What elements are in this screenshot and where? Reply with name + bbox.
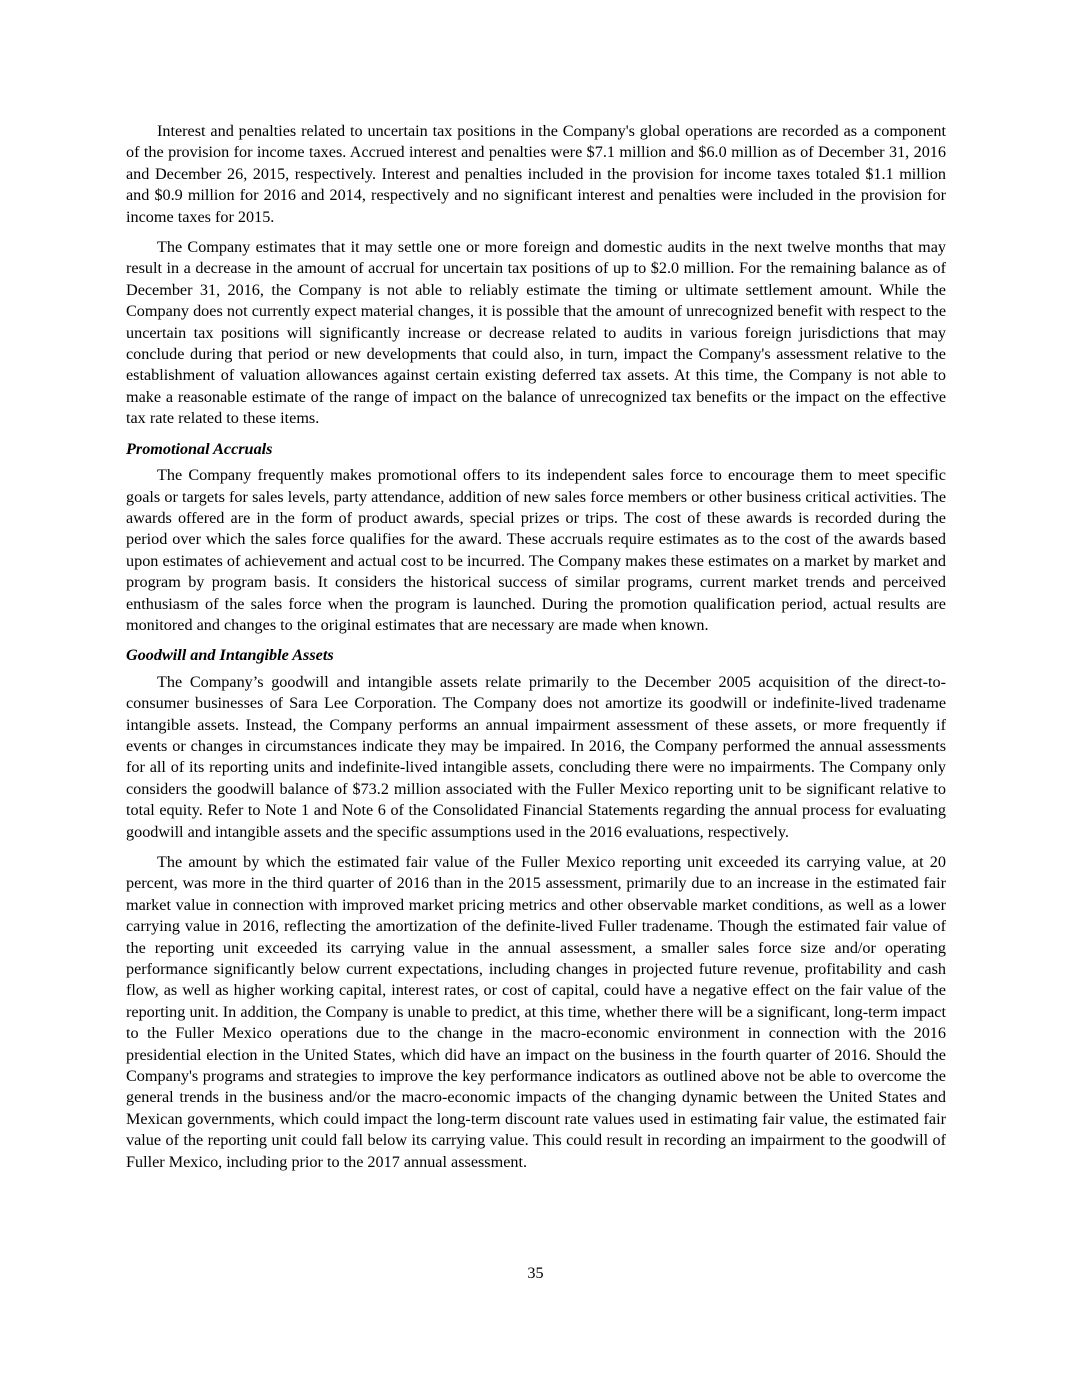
paragraph-promotional-accruals: The Company frequently makes promotional offers to its independent sales force to encourage them to meet specific goals or targets for sales levels, party attendance, addition of new sales force members or other business critical activities. The awards offered are in the form of product awards, special prizes or trips. The cost of these awards is recorded during the period over which the sales force qualifies for the award. These accruals require estimates as to the cost of the awards based upon estimates of achievement and actual cost to be incurred. The Company makes these estimates on a market by market and program by program basis. It considers the historical success of similar programs, current market trends and perceived enthusiasm of the sales force when the program is launched. During the promotion qualification period, actual results are monitored and changes to the original estimates that are necessary are made when known.: [126, 466, 946, 634]
section-heading-promotional-accruals: Promotional Accruals: [126, 439, 273, 458]
paragraph-audit-settlement: The Company estimates that it may settle one or more foreign and domestic audits in the next twelve months that may result in a decrease in the amount of accrual for uncertain tax positions of up to $2.0 million. For the remaining balance as of December 31, 2016, the Company is not able to reliably estimate the timing or ultimate settlement amount. While the Company does not currently expect material changes, it is possible that the amount of unrecognized benefit with respect to the uncertain tax positions will significantly increase or decrease related to audits in various foreign jurisdictions that may conclude during that period or new developments that could also, in turn, impact the Company's assessment relative to the establishment of valuation allowances against certain existing deferred tax assets. At this time, the Company is not able to make a reasonable estimate of the range of impact on the balance of unrecognized tax benefits or the impact on the effective tax rate related to these items.: [126, 238, 946, 428]
paragraph-interest-penalties: Interest and penalties related to uncertain tax positions in the Company's global operations are recorded as a component of the provision for income taxes. Accrued interest and penalties were $7.1 million and $6.0 million as of December 31, 2016 and December 26, 2015, respectively. Interest and penalties included in the provision for income taxes totaled $1.1 million and $0.9 million for 2016 and 2014, respectively and no significant interest and penalties were included in the provision for income taxes for 2015.: [126, 122, 946, 226]
document-body: [126, 121, 946, 1182]
paragraph-goodwill-assessment: The Company’s goodwill and intangible assets relate primarily to the December 2005 acquisition of the direct-to-consumer businesses of Sara Lee Corporation. The Company does not amortize its goodwill or indefinite-lived tradename intangible assets. Instead, the Company performs an annual impairment assessment of these assets, or more frequently if events or changes in circumstances indicate they may be impaired. In 2016, the Company performed the annual assessments for all of its reporting units and indefinite-lived intangible assets, concluding there were no impairments. The Company only considers the goodwill balance of $73.2 million associated with the Fuller Mexico reporting unit to be significant relative to total equity. Refer to Note 1 and Note 6 of the Consolidated Financial Statements regarding the annual process for evaluating goodwill and intangible assets and the specific assumptions used in the 2016 evaluations, respectively.: [126, 672, 946, 841]
section-heading-goodwill: Goodwill and Intangible Assets: [126, 646, 334, 665]
paragraph-fuller-mexico-fair-value: The amount by which the estimated fair value of the Fuller Mexico reporting unit exceeded its carrying value, at 20 percent, was more in the third quarter of 2016 than in the 2015 assessment, primarily due to an increase in the estimated fair market value in connection with improved market pricing metrics and other observable market conditions, as well as a lower carrying value in 2016, reflecting the amortization of the definite-lived Fuller tradename. Though the estimated fair value of the reporting unit exceeded its carrying value in the annual assessment, a smaller sales force size and/or operating performance significantly below current expectations, including changes in projected future revenue, profitability and cash flow, as well as higher working capital, interest rates, or cost of capital, could have a negative effect on the fair value of the reporting unit. In addition, the Company is unable to predict, at this time, whether there will be a significant, long-term impact to the Fuller Mexico operations due to the change in the macro-economic environment in connection with the 2016 presidential election in the United States, which did have an impact on the business in the fourth quarter of 2016. Should the Company's programs and strategies to improve the key performance indicators as outlined above not be able to overcome the general trends in the business and/or the macro-economic impacts of the changing dynamic between the United States and Mexican governments, which could impact the long-term discount rate values used in estimating fair value, the estimated fair value of the reporting unit could fall below its carrying value. This could result in recording an impairment to the goodwill of Fuller Mexico, including prior to the 2017 annual assessment.: [126, 853, 946, 1171]
page-number: 35: [527, 1264, 544, 1282]
